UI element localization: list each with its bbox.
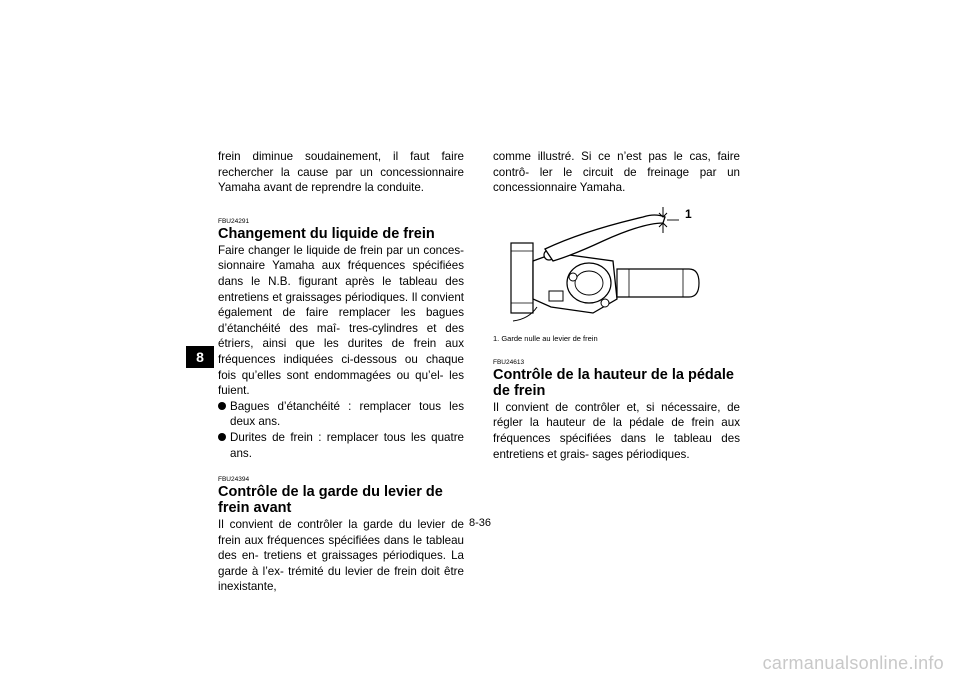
section-body-brake-fluid: Faire changer le liquide de frein par un conces- sionnaire Yamaha aux fréquences spécifiées dans le N.B. figurant après le tableau des entretiens et graissages périodiques. Il convient également de faire remplacer les bagues d’étanchéité des maî- tres-cylindres et des étriers, ainsi que les durites de frein aux fréquences indiquées ci-dessous ou chaque fois qu’elles sont endommagées ou qu’el- les fuient.	[218, 243, 464, 398]
bullet-item	[218, 399, 464, 430]
section-code: FBU24291	[218, 217, 250, 225]
brake-lever-illustration	[493, 203, 740, 325]
chapter-tab: 8	[186, 346, 214, 368]
bullet-text: Bagues d’étanchéité : remplacer tous les deux ans.	[230, 399, 464, 429]
page-number: 8-36	[468, 517, 492, 529]
section-code: FBU24613	[493, 358, 525, 366]
section-heading-brake-fluid: Changement du liquide de frein	[218, 225, 435, 242]
right-column	[493, 149, 740, 462]
bullet-text: Durites de frein : remplacer tous les quatre ans.	[230, 430, 464, 460]
left-intro-text: frein diminue soudainement, il faut faire rechercher la cause par un concessionnaire Yamaha avant de reprendre la conduite.	[218, 150, 464, 195]
bullet-icon	[218, 433, 226, 441]
brake-lever-figure	[493, 203, 740, 325]
right-intro-text: comme illustré. Si ce n’est pas le cas, faire contrô- ler le circuit de freinage par un concessionnaire Yamaha.	[493, 150, 740, 195]
section-heading-brake-lever: Contrôle de la garde du levier de frein avant	[218, 484, 443, 517]
section-heading-brake-pedal: Contrôle de la hauteur de la pédale de frein	[493, 366, 734, 399]
watermark: carmanualsonline.info	[762, 653, 944, 673]
bullet-list	[218, 399, 464, 461]
figure-callout-number: 1	[685, 206, 692, 221]
section-code: FBU24394	[218, 476, 250, 484]
bullet-item	[218, 430, 464, 461]
section-body-brake-pedal: Il convient de contrôler et, si nécessaire, de régler la hauteur de la pédale de frein aux fréquences spécifiées dans le tableau des entretiens et grais- sages périodiques.	[493, 400, 740, 461]
figure-caption: 1. Garde nulle au levier de frein	[493, 333, 598, 343]
section-body-brake-lever: Il convient de contrôler la garde du levier de frein aux fréquences spécifiées dans le tableau des en- tretiens et graissages périodiques. La garde à l’ex- trémité du levier de frein doit être inexistante,	[218, 518, 464, 594]
bullet-icon	[218, 402, 226, 410]
